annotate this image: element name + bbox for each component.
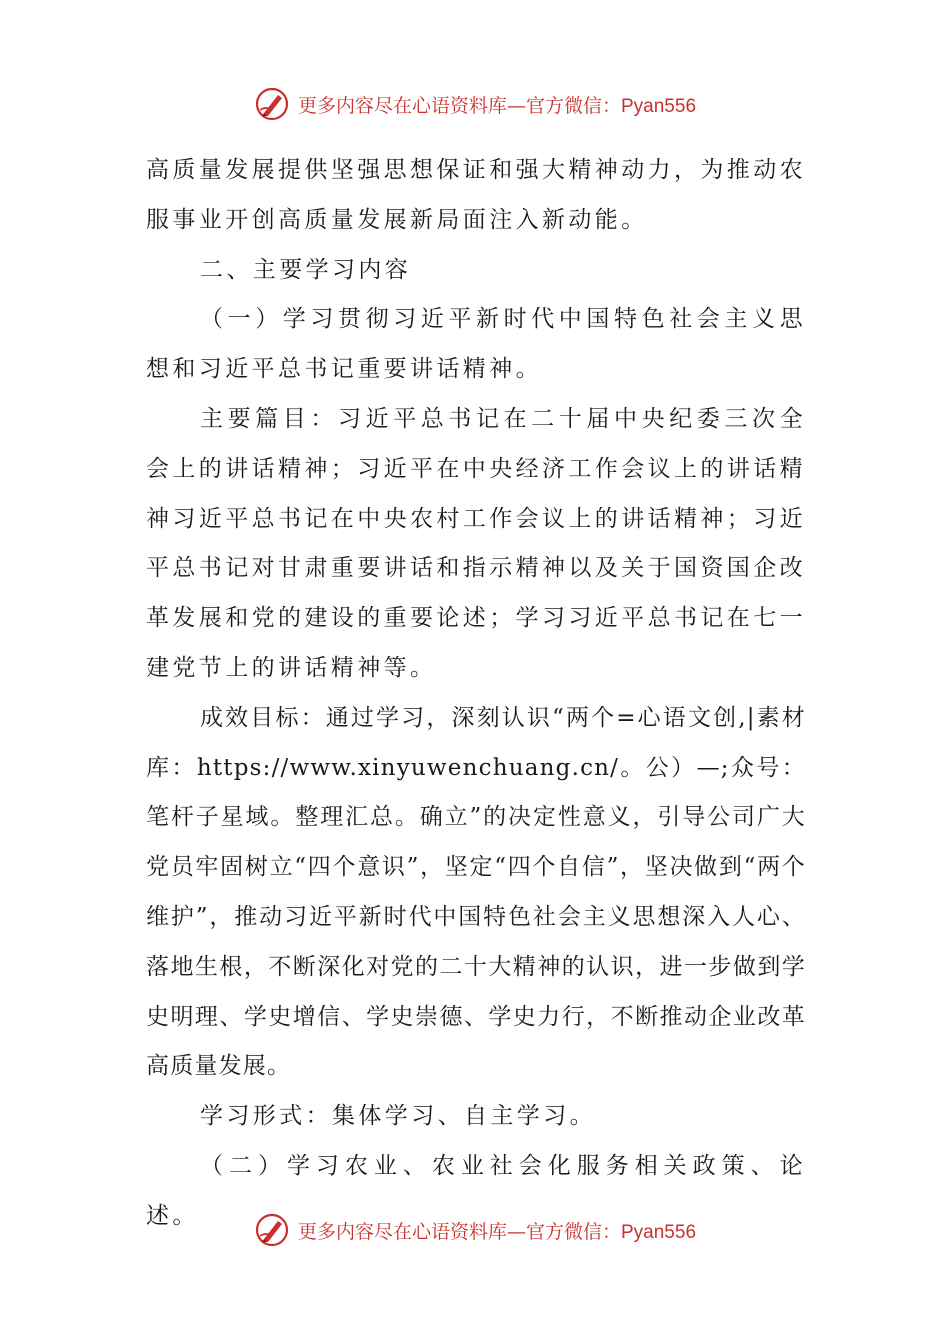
subsection-heading: （二）学习农业、农业社会化服务相关政策、论述。: [146, 1152, 806, 1229]
paragraph: 成效目标：通过学习，深刻认识“两个=心语文创,|素材库：https://www.xinyuwenchuang.cn/。公）—;众号：笔杆子星域。整理汇总。确立”的决定性意义，引导公司广大党员牢固树立“四个意识”，坚定“四个自信”，坚决做到“两个维护”，推动习近平新时代中国特色社会主义思想深入人心、落地生根，不断深化对党的二十大精神的认识，进一步做到学史明理、学史增信、学史崇德、学史力行，不断推动企业改革高质量发展。: [146, 704, 806, 1080]
paragraph: 主要篇目：习近平总书记在二十届中央纪委三次全会上的讲话精神；习近平在中央经济工作会议上的讲话精神习近平总书记在中央农村工作会议上的讲话精神；习近平总书记对甘肃重要讲话和指示精神以及关于国资国企改革发展和党的建设的重要论述；学习习近平总书记在七一建党节上的讲话精神等。: [146, 405, 806, 681]
footer-wechat-id: Pyan556: [621, 1221, 697, 1243]
header-banner: [0, 82, 950, 126]
header-banner-text: 更多内容尽在心语资料库—官方微信：: [297, 94, 621, 117]
header-wechat-id: Pyan556: [621, 95, 697, 117]
pen-logo-icon: [254, 86, 290, 122]
document-body: [146, 146, 806, 1242]
subsection-heading: （一）学习贯彻习近平新时代中国特色社会主义思想和习近平总书记重要讲话精神。: [146, 306, 806, 383]
paragraph: 高质量发展提供坚强思想保证和强大精神动力，为推动农服事业开创高质量发展新局面注入新动能。: [146, 157, 806, 233]
pen-logo-icon: [254, 1212, 290, 1248]
section-heading: 二、主要学习内容: [200, 256, 412, 283]
footer-banner: [0, 1208, 950, 1252]
paragraph: 学习形式：集体学习、自主学习。: [200, 1103, 596, 1130]
footer-banner-text: 更多内容尽在心语资料库—官方微信：: [297, 1220, 621, 1243]
